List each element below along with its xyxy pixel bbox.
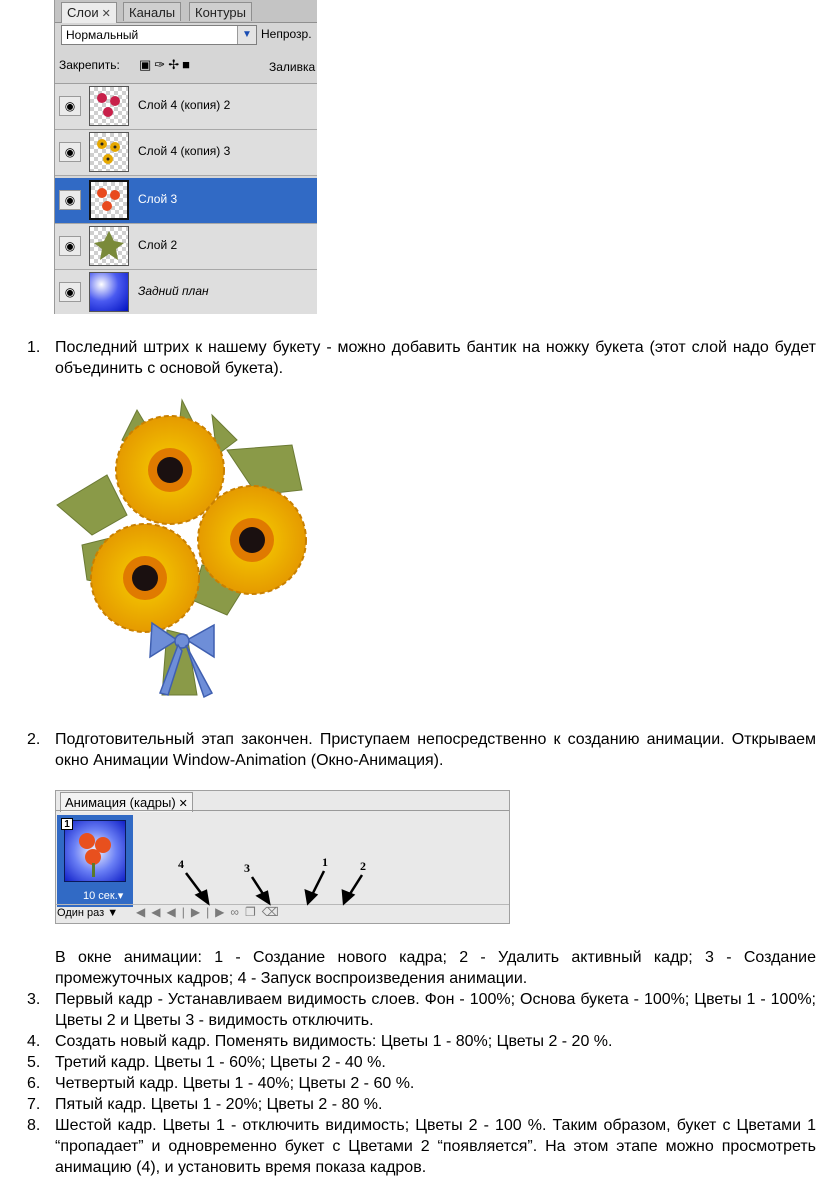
lock-move-icon[interactable]: ✢: [168, 57, 183, 72]
list-number: 8.: [27, 1117, 41, 1134]
tab-layers[interactable]: [61, 2, 117, 23]
chevron-down-icon[interactable]: ▼: [237, 26, 256, 44]
list-number: 4.: [27, 1033, 41, 1050]
new-frame-icon[interactable]: ❐: [244, 905, 262, 919]
sunflower: [198, 486, 306, 594]
layer-name: Задний план: [138, 284, 209, 298]
callout-number: 1: [322, 855, 328, 869]
layer-name: Слой 4 (копия) 3: [138, 144, 231, 158]
blend-mode-select[interactable]: [61, 25, 257, 45]
next-frame-icon[interactable]: |▶: [206, 905, 231, 919]
layer-row[interactable]: [55, 84, 317, 130]
loop-value: Один раз: [57, 907, 105, 919]
layer-row-selected[interactable]: [55, 178, 317, 224]
tab-paths-label: Контуры: [195, 5, 247, 20]
delete-frame-icon[interactable]: ⌫: [261, 905, 285, 919]
list-number: 3.: [27, 991, 41, 1008]
eye-icon[interactable]: ◉: [59, 96, 81, 116]
layers-tabbar: [55, 0, 317, 23]
step-2-text: Подготовительный этап закончен. Приступаем непосредственно к созданию анимации. Открываем окно Анимации Window-Animation (Окно-Анимация).: [55, 731, 816, 769]
prev-frame-icon[interactable]: ◀|: [166, 905, 191, 919]
tab-channels-label: Каналы: [129, 5, 176, 20]
frame-delay[interactable]: 10 сек.▾: [83, 890, 124, 902]
layer-thumbnail: [89, 132, 129, 172]
lock-icon[interactable]: ■: [182, 57, 193, 72]
tab-channels[interactable]: [123, 2, 181, 21]
chevron-down-icon[interactable]: ▼: [107, 907, 119, 919]
eye-icon[interactable]: ◉: [59, 142, 81, 162]
opacity-label: Непрозр.: [261, 27, 312, 41]
list-item: Четвертый кадр. Цветы 1 - 40%; Цветы 2 - 60 %.: [55, 1075, 415, 1092]
lock-brush-icon[interactable]: ✑: [154, 57, 169, 72]
tab-paths[interactable]: [189, 2, 252, 21]
layer-thumbnail: [89, 226, 129, 266]
blend-mode-value: Нормальный: [66, 28, 139, 42]
tab-layers-label: Слои: [67, 5, 99, 20]
layers-panel: [54, 0, 317, 314]
layer-name: Слой 2: [138, 238, 178, 252]
layer-row[interactable]: [55, 224, 317, 270]
sunflower: [91, 524, 199, 632]
layer-row[interactable]: [55, 270, 317, 314]
list-number: 7.: [27, 1096, 41, 1113]
layer-name: Слой 3: [138, 192, 178, 206]
frame-delay-value: 10 сек.: [83, 890, 118, 902]
eye-icon[interactable]: ◉: [59, 236, 81, 256]
animation-panel: [55, 790, 510, 924]
fill-label: Заливка: [269, 60, 316, 74]
layer-name: Слой 4 (копия) 2: [138, 98, 231, 112]
layer-thumbnail: [89, 272, 129, 312]
flowers-thumb-icon: [91, 182, 127, 218]
callout-number: 4: [178, 857, 184, 871]
layer-row[interactable]: [55, 130, 317, 176]
list-item: Первый кадр - Устанавливаем видимость слоев. Фон - 100%; Основа букета - 100%; Цветы 1 - 100%; Цветы 2 и Цветы 3 - видимость отключить.: [55, 991, 816, 1029]
list-number: 5.: [27, 1054, 41, 1071]
tween-icon[interactable]: ∞: [230, 905, 245, 919]
close-icon[interactable]: ✕: [101, 8, 111, 20]
flowers-thumb-icon: [90, 133, 128, 171]
list-item: Создать новый кадр. Поменять видимость: Цветы 1 - 80%; Цветы 2 - 20 %.: [55, 1033, 613, 1050]
lock-transparency-icon[interactable]: ▣: [139, 57, 155, 72]
layer-thumbnail: [89, 86, 129, 126]
flowers-thumb-icon: [90, 87, 128, 125]
leaves-thumb-icon: [90, 227, 128, 265]
list-number: 1.: [27, 339, 41, 356]
frame-number: 1: [61, 818, 73, 830]
callout-arrows: [56, 791, 510, 924]
play-icon[interactable]: ▶: [190, 905, 207, 919]
list-number: 6.: [27, 1075, 41, 1092]
list-number: 2.: [27, 731, 41, 748]
tab-animation-label: Анимация (кадры): [65, 795, 176, 810]
list-item: Третий кадр. Цветы 1 - 60%; Цветы 2 - 40 %.: [55, 1054, 386, 1071]
list-item: Шестой кадр. Цветы 1 - отключить видимость; Цветы 2 - 100 %. Таким образом, букет с Цветами 1 “пропадает” и одновременно букет с Цветами 2 “появляется”. На этом этапе можно просмотреть анимацию (4), и установить время показа кадров.: [55, 1117, 816, 1176]
bouquet-image: [52, 395, 312, 710]
lock-label: Закрепить:: [59, 58, 120, 72]
legend-text: В окне анимации: 1 - Создание нового кадра; 2 - Удалить активный кадр; 3 - Создание промежуточных кадров; 4 - Запуск воспроизведения анимации.: [55, 949, 816, 987]
callout-number: 2: [360, 859, 366, 873]
lock-icons: [139, 57, 193, 73]
list-item: Пятый кадр. Цветы 1 - 20%; Цветы 2 - 80 %.: [55, 1096, 383, 1113]
eye-icon[interactable]: ◉: [59, 190, 81, 210]
callout-number: 3: [244, 861, 250, 875]
eye-icon[interactable]: ◉: [59, 282, 81, 302]
step-1-text: Последний штрих к нашему букету - можно добавить бантик на ножку букета (этот слой надо будет объединить с основой букета).: [55, 339, 816, 377]
close-icon[interactable]: ✕: [178, 798, 188, 810]
first-frame-icon[interactable]: ◀◀: [136, 905, 167, 919]
layer-thumbnail: [89, 180, 129, 220]
